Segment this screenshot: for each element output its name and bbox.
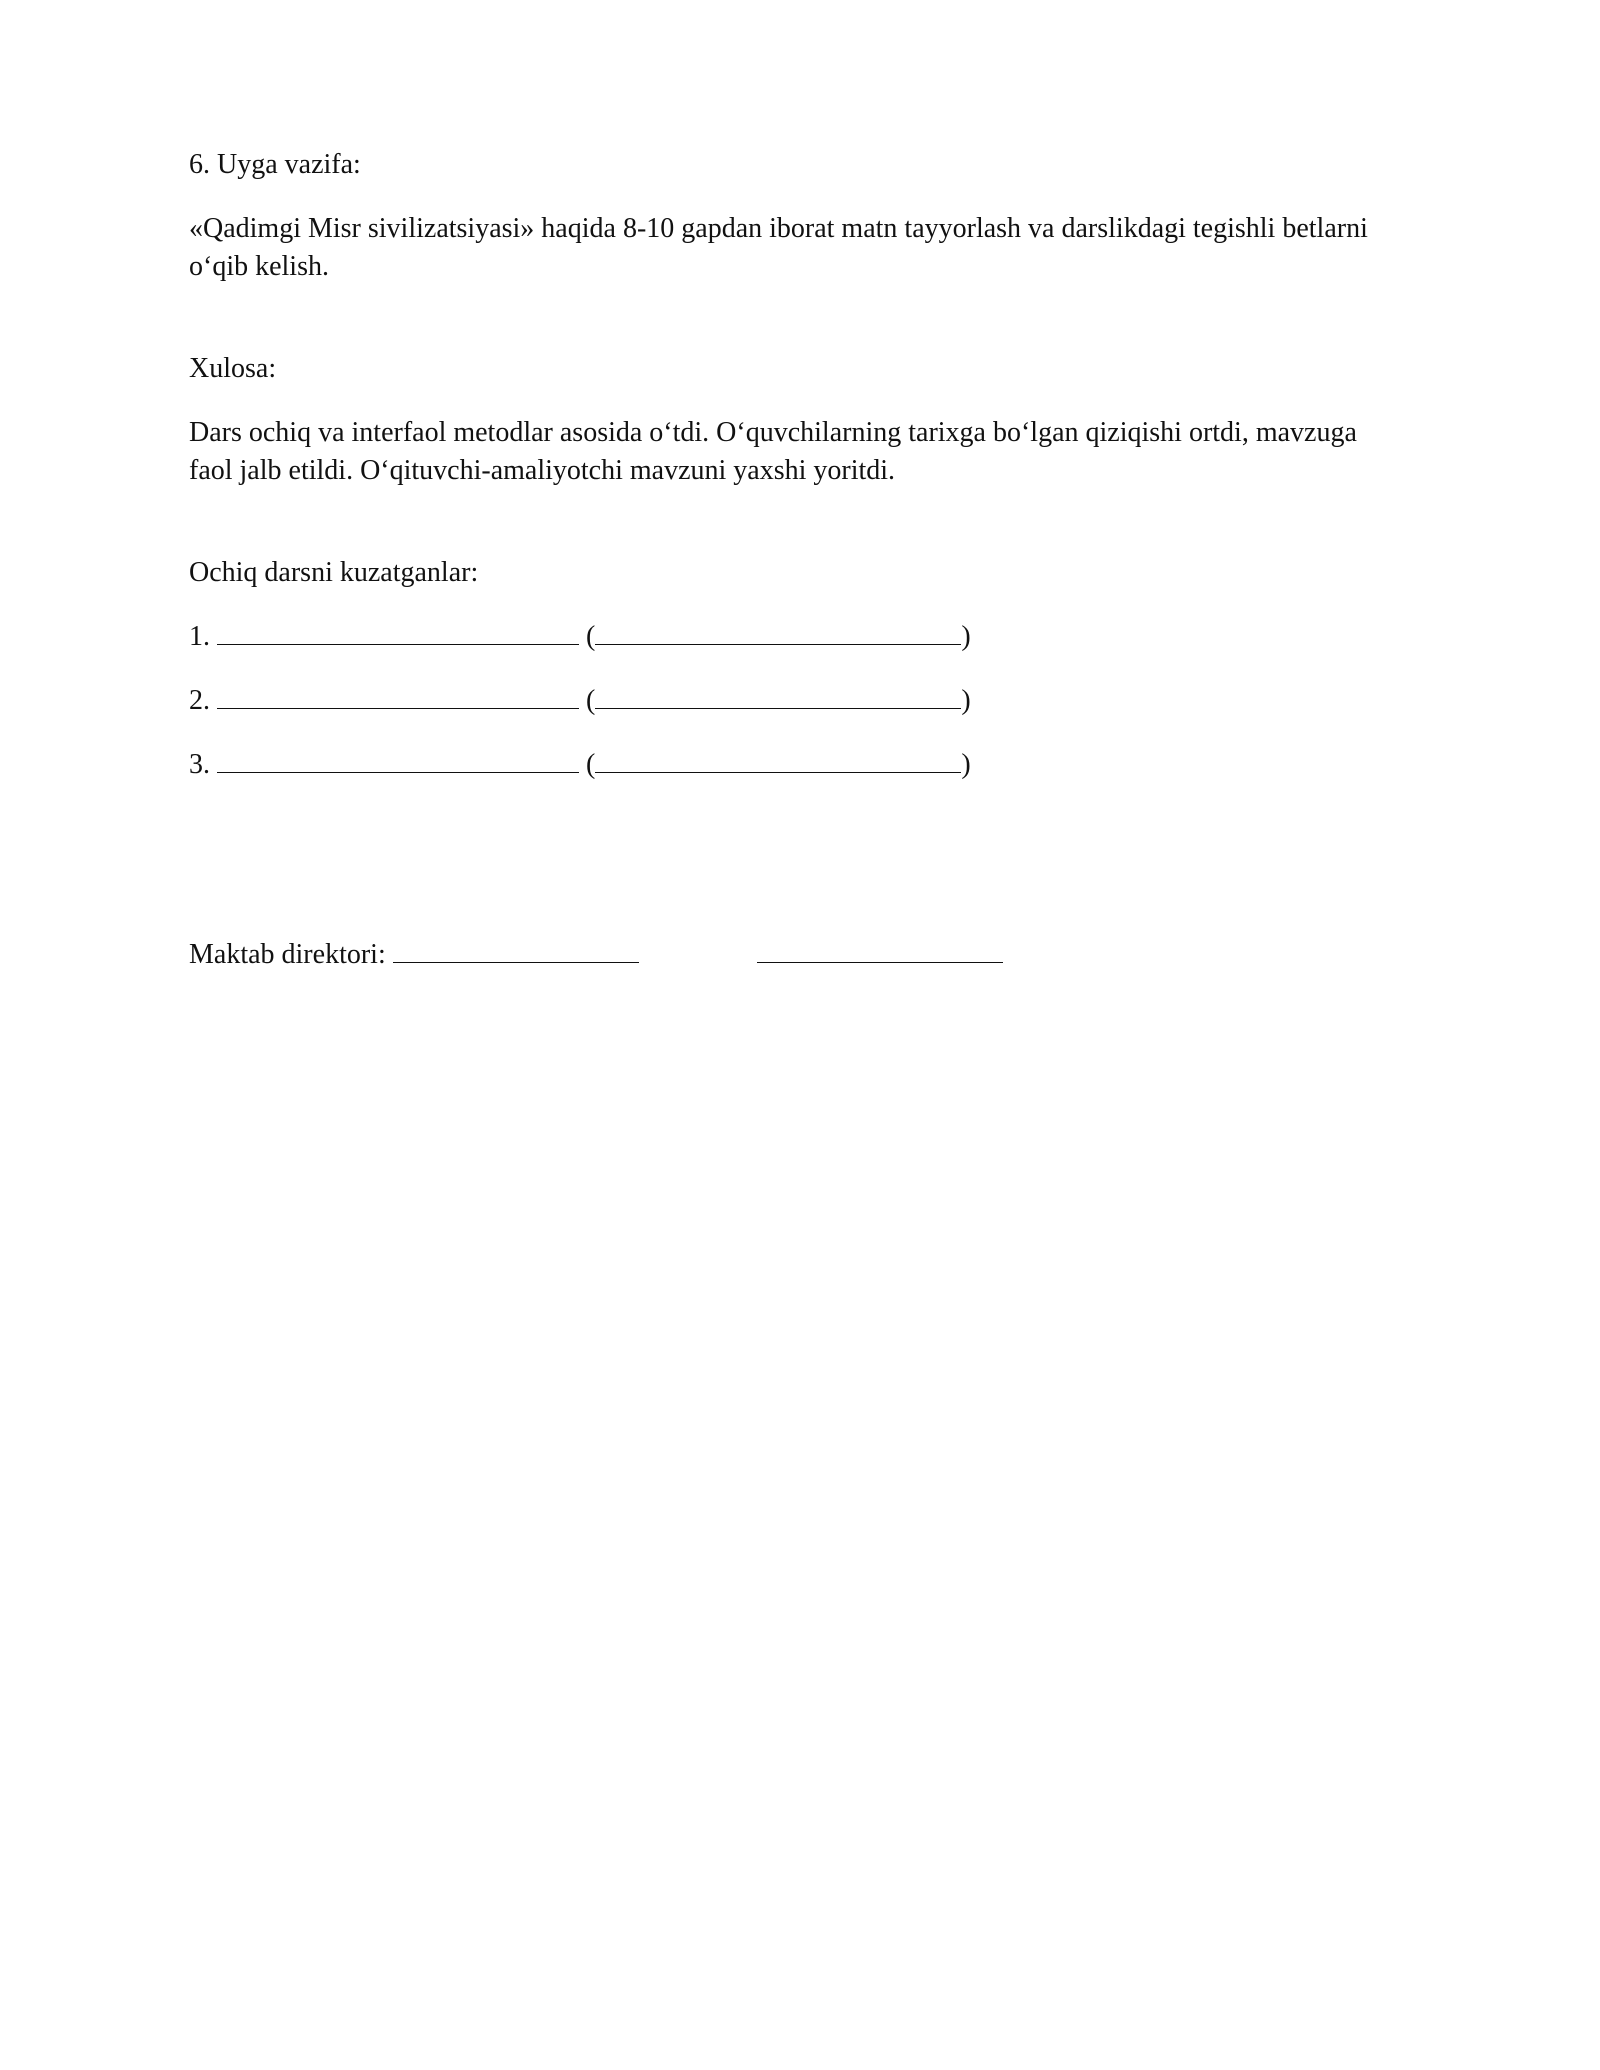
director-signature-line — [757, 936, 1003, 963]
paren-open: ( — [586, 685, 596, 716]
director-label: Maktab direktori: — [189, 939, 386, 970]
observer-row-1 — [189, 618, 1429, 656]
observer-name-line — [217, 618, 579, 645]
paren-open: ( — [586, 621, 596, 652]
observer-name-line — [217, 746, 579, 773]
observers-heading: Ochiq darsni kuzatganlar: — [189, 557, 479, 588]
observer-number: 1. — [189, 621, 210, 652]
homework-heading: 6. Uyga vazifa: — [189, 149, 361, 180]
observer-row-3 — [189, 746, 1429, 784]
paren-close: ) — [961, 749, 971, 780]
paren-open: ( — [586, 749, 596, 780]
paren-close: ) — [961, 685, 971, 716]
document-content — [189, 146, 1429, 974]
observer-signature-line — [595, 746, 961, 773]
observer-signature-line — [595, 618, 961, 645]
observer-number: 2. — [189, 685, 210, 716]
director-name-line — [393, 936, 639, 963]
director-row — [189, 936, 1429, 974]
observer-signature-line — [595, 682, 961, 709]
conclusion-text-line-1: Dars ochiq va interfaol metodlar asosida oʻtdi. Oʻquvchilarning tarixga boʻlgan qiziqishi ortdi, mavzuga — [189, 417, 1357, 448]
observer-number: 3. — [189, 749, 210, 780]
homework-text-line-2: oʻqib kelish. — [189, 251, 329, 282]
conclusion-heading: Xulosa: — [189, 353, 277, 384]
homework-text-line-1: «Qadimgi Misr sivilizatsiyasi» haqida 8-10 gapdan iborat matn tayyorlash va darslikdagi tegishli betlarni — [189, 213, 1368, 244]
paren-close: ) — [961, 621, 971, 652]
observer-name-line — [217, 682, 579, 709]
conclusion-text-line-2: faol jalb etildi. Oʻqituvchi-amaliyotchi mavzuni yaxshi yoritdi. — [189, 455, 896, 486]
observer-row-2 — [189, 682, 1429, 720]
